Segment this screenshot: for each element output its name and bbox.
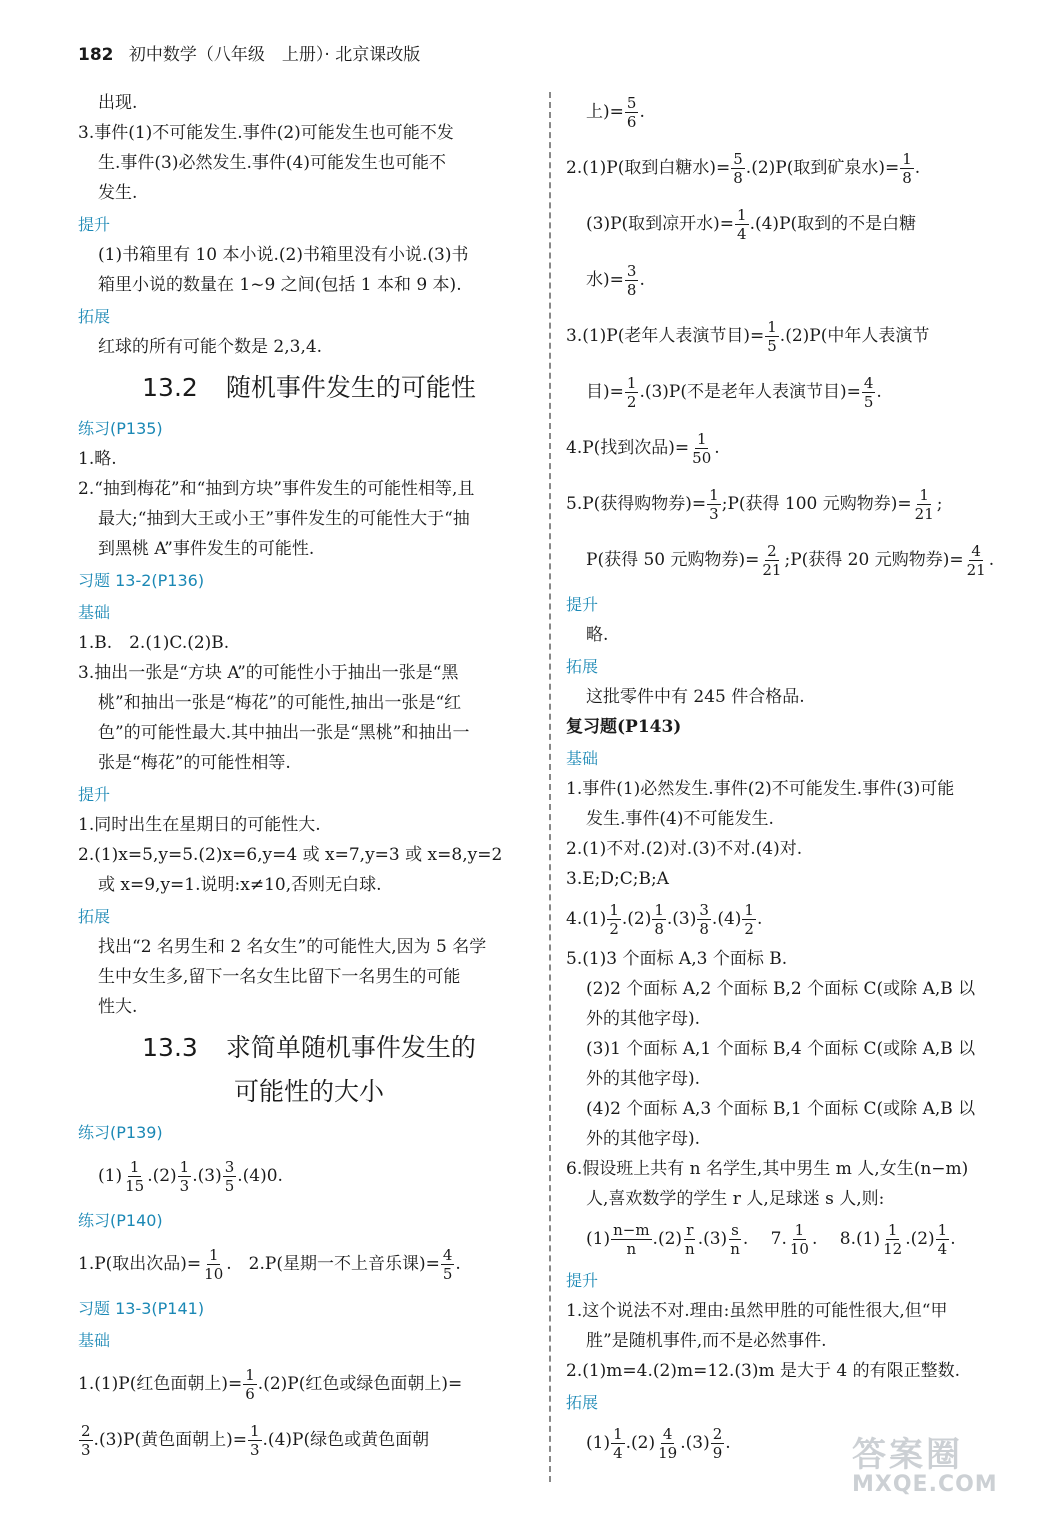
text-line: 张是“梅花”的可能性相等. <box>98 753 291 773</box>
subheading-tisheng: 提升 <box>566 595 599 614</box>
fraction: $\frac{1}{6}$ <box>245 1366 255 1403</box>
fraction: $\frac{1}{50}$ <box>692 430 712 467</box>
text-line: 桃”和抽出一张是“梅花”的可能性,抽出一张是“红 <box>98 693 462 713</box>
formula-line: 4.(1) $\frac{1}{2}$ .(2) $\frac{1}{8}$ .(3) $\frac{3}{8}$ .(4) $\frac{1}{2}$ . <box>566 901 763 938</box>
fraction: $\frac{1}{4}$ <box>937 1221 948 1258</box>
subheading-tuozhan: 拓展 <box>566 1393 599 1412</box>
text-line: (3)1 个面标 A,1 个面标 B,4 个面标 C(或除 A,B 以 <box>586 1039 976 1059</box>
formula-line: 1.(1)P(红色面朝上)= $\frac{1}{6}$ .(2)P(红色或绿色面朝上)= <box>78 1366 463 1403</box>
fraction: $\frac{5}{6}$ <box>626 94 637 131</box>
text-line: 箱里小说的数量在 1~9 之间(包括 1 本和 9 本). <box>98 275 462 295</box>
text-line: 1.同时出生在星期日的可能性大. <box>78 815 321 835</box>
text-line: 1.事件(1)必然发生.事件(2)不可能发生.事件(3)可能 <box>566 779 955 799</box>
text-line: 最大;“抽到大王或小王”事件发生的可能性大于“抽 <box>98 509 470 529</box>
subheading-jichu: 基础 <box>78 603 111 622</box>
text-line: 6.假设班上共有 n 名学生,其中男生 m 人,女生(n−m) <box>566 1159 969 1179</box>
text-line: 2.(1)m=4.(2)m=12.(3)m 是大于 4 的有限正整数. <box>566 1361 960 1381</box>
formula-line: 5.P(获得购物券)= $\frac{1}{3}$ ;P(获得 100 元购物券)= $\frac{1}{21}$ ; <box>566 486 943 523</box>
formula-line: $\frac{2}{3}$ .(3)P(黄色面朝上)= $\frac{1}{3}$ .(4)P(绿色或黄色面朝 <box>81 1422 430 1459</box>
fraction: $\frac{1}{3}$ <box>249 1422 260 1459</box>
formula-line: 上)= $\frac{5}{6}$ . <box>586 94 645 131</box>
fraction: $\frac{1}{12}$ <box>883 1221 903 1258</box>
formula-line: 1.P(取出次品)= $\frac{1}{10}$ . 2.P(星期一不上音乐课)= $\frac{4}{5}$ . <box>78 1246 461 1283</box>
text-line: 5.(1)3 个面标 A,3 个面标 B. <box>566 949 788 969</box>
exercise-heading: 练习(P139) <box>78 1123 163 1142</box>
section-title-cont: 可能性的大小 <box>233 1077 384 1106</box>
section-heading-13-2 <box>78 366 540 410</box>
fraction: $\frac{1}{2}$ <box>609 901 619 938</box>
book-title: 初中数学（八年级 上册）· 北京课改版 <box>128 45 421 65</box>
exercise-heading: 练习(P135) <box>78 419 163 438</box>
text-line: 找出“2 名男生和 2 名女生”的可能性大,因为 5 名学 <box>98 937 487 957</box>
text-line: 生中女生多,留下一名女生比留下一名男生的可能 <box>98 967 461 987</box>
fraction: $\frac{4}{21}$ <box>966 542 986 579</box>
fraction: $\frac{1}{10}$ <box>789 1221 809 1258</box>
formula-line: 目)= $\frac{1}{2}$ .(3)P(不是老年人表演节目)= $\frac{4}{5}$ . <box>586 374 882 411</box>
fraction: $\frac{1}{3}$ <box>709 486 719 523</box>
text-line: 人,喜欢数学的学生 r 人,足球迷 s 人,则: <box>586 1189 885 1209</box>
fraction: $\frac{3}{5}$ <box>224 1158 235 1195</box>
formula-line: (1) $\frac{n-m}{n}$ .(2) $\frac{r}{n}$ .(3) $\frac{s}{n}$ . 7. $\frac{1}{10}$ . 8.(1) $\frac{1}{12}$ .(2) $\frac{1}{4}$ . <box>586 1221 956 1258</box>
formula-line: 3.(1)P(老年人表演节目)= $\frac{1}{5}$ .(2)P(中年人表演节 <box>566 318 930 355</box>
review-heading: 复习题(P143) <box>566 717 682 737</box>
page-number: 182 <box>78 45 114 65</box>
formula-line: (1) $\frac{1}{4}$ .(2) $\frac{4}{19}$ .(3) $\frac{2}{9}$ . <box>586 1425 731 1462</box>
section-title: 求简单随机事件发生的 <box>225 1033 476 1062</box>
fraction: $\frac{1}{21}$ <box>914 486 934 523</box>
text-line: 3.事件(1)不可能发生.事件(2)可能发生也可能不发 <box>78 123 454 143</box>
exercise-heading: 练习(P140) <box>78 1211 163 1230</box>
section-title: 随机事件发生的可能性 <box>225 373 476 402</box>
fraction: $\frac{1}{4}$ <box>737 206 747 243</box>
text-line: 2.(1)x=5,y=5.(2)x=6,y=4 或 x=7,y=3 或 x=8,y=2 <box>78 845 503 865</box>
subheading-tuozhan: 拓展 <box>566 657 599 676</box>
watermark-url: MXQE.COM <box>852 1472 998 1497</box>
text-line: 色”的可能性最大.其中抽出一张是“黑桃”和抽出一 <box>98 723 470 743</box>
exercise-heading: 习题 13-2(P136) <box>78 571 205 590</box>
fraction: $\frac{3}{8}$ <box>626 262 637 299</box>
formula-line: (1) $\frac{1}{15}$ .(2) $\frac{1}{3}$ .(3) $\frac{3}{5}$ .(4)0. <box>98 1158 283 1195</box>
text-line: 1.B. 2.(1)C.(2)B. <box>78 633 230 653</box>
fraction: $\frac{4}{19}$ <box>658 1425 678 1462</box>
watermark-text: 答案圈 <box>852 1435 963 1475</box>
subheading-tisheng: 提升 <box>78 785 111 804</box>
text-line: 外的其他字母). <box>586 1009 701 1029</box>
subheading-tuozhan: 拓展 <box>78 907 111 926</box>
fraction: $\frac{2}{3}$ <box>81 1422 91 1459</box>
section-number: 13.3 <box>142 1033 198 1062</box>
fraction: $\frac{2}{21}$ <box>762 542 782 579</box>
text-line: 2.(1)不对.(2)对.(3)不对.(4)对. <box>566 839 803 859</box>
fraction: $\frac{1}{3}$ <box>179 1158 190 1195</box>
page-header <box>78 40 420 70</box>
formula-line: 2.(1)P(取到白糖水)= $\frac{5}{8}$ .(2)P(取到矿泉水)= $\frac{1}{8}$ . <box>566 150 921 187</box>
text-line: 胜”是随机事件,而不是必然事件. <box>586 1331 827 1351</box>
fraction: $\frac{1}{2}$ <box>626 374 637 411</box>
subheading-jichu: 基础 <box>78 1331 111 1350</box>
text-line: 略. <box>586 625 609 645</box>
text-line: 到黑桃 A”事件发生的可能性. <box>98 539 315 559</box>
text-line: 这批零件中有 245 件合格品. <box>586 687 805 707</box>
fraction: $\frac{1}{10}$ <box>204 1246 224 1283</box>
text-line: 生.事件(3)必然发生.事件(4)可能发生也可能不 <box>98 153 446 173</box>
formula-line: 4.P(找到次品)= $\frac{1}{50}$ . <box>566 430 720 467</box>
text-line: 1.略. <box>78 449 117 469</box>
section-heading-13-3 <box>78 1026 540 1114</box>
fraction: $\frac{n-m}{n}$ <box>613 1221 650 1258</box>
fraction: $\frac{r}{n}$ <box>685 1221 695 1258</box>
formula-line: (3)P(取到凉开水)= $\frac{1}{4}$ .(4)P(取到的不是白糖 <box>586 206 917 243</box>
fraction: $\frac{s}{n}$ <box>730 1221 740 1258</box>
text-line: 1.这个说法不对.理由:虽然甲胜的可能性很大,但“甲 <box>566 1301 948 1321</box>
text-line: (4)2 个面标 A,3 个面标 B,1 个面标 C(或除 A,B 以 <box>586 1099 976 1119</box>
text-line: (2)2 个面标 A,2 个面标 B,2 个面标 C(或除 A,B 以 <box>586 979 976 999</box>
fraction: $\frac{1}{8}$ <box>654 901 664 938</box>
text-line: 红球的所有可能个数是 2,3,4. <box>98 337 323 357</box>
text-line: 性大. <box>98 997 138 1017</box>
subheading-jichu: 基础 <box>566 749 599 768</box>
fraction: $\frac{2}{9}$ <box>712 1425 723 1462</box>
section-number: 13.2 <box>142 373 198 402</box>
fraction: $\frac{1}{4}$ <box>613 1425 623 1462</box>
text-line: 出现. <box>98 93 138 113</box>
fraction: $\frac{5}{8}$ <box>733 150 743 187</box>
fraction: $\frac{4}{5}$ <box>442 1246 453 1283</box>
exercise-heading: 习题 13-3(P141) <box>78 1299 205 1318</box>
text-line: 3.E;D;C;B;A <box>566 869 669 889</box>
watermark-logo <box>852 1435 1027 1528</box>
fraction: $\frac{4}{5}$ <box>863 374 874 411</box>
fraction: $\frac{1}{5}$ <box>767 318 777 355</box>
text-line: 或 x=9,y=1.说明:x≠10,否则无白球. <box>98 875 382 895</box>
subheading-tisheng: 提升 <box>78 215 111 234</box>
subheading-tisheng: 提升 <box>566 1271 599 1290</box>
right-column <box>566 84 1028 1475</box>
text-line: 外的其他字母). <box>586 1129 701 1149</box>
text-line: 3.抽出一张是“方块 A”的可能性小于抽出一张是“黑 <box>78 663 459 683</box>
text-line: (1)书箱里有 10 本小说.(2)书箱里没有小说.(3)书 <box>98 245 469 265</box>
fraction: $\frac{1}{2}$ <box>744 901 754 938</box>
fraction: $\frac{3}{8}$ <box>699 901 709 938</box>
formula-line: 水)= $\frac{3}{8}$ . <box>586 262 645 299</box>
left-column <box>78 88 540 1468</box>
text-line: 2.“抽到梅花”和“抽到方块”事件发生的可能性相等,且 <box>78 479 475 499</box>
subheading-tuozhan: 拓展 <box>78 307 111 326</box>
text-line: 发生. <box>98 183 138 203</box>
fraction: $\frac{1}{8}$ <box>902 150 912 187</box>
formula-line: P(获得 50 元购物券)= $\frac{2}{21}$ ;P(获得 20 元购物券)= $\frac{4}{21}$ . <box>586 542 995 579</box>
fraction: $\frac{1}{15}$ <box>125 1158 145 1195</box>
column-divider <box>549 92 551 1482</box>
text-line: 外的其他字母). <box>586 1069 701 1089</box>
text-line: 发生.事件(4)不可能发生. <box>586 809 774 829</box>
